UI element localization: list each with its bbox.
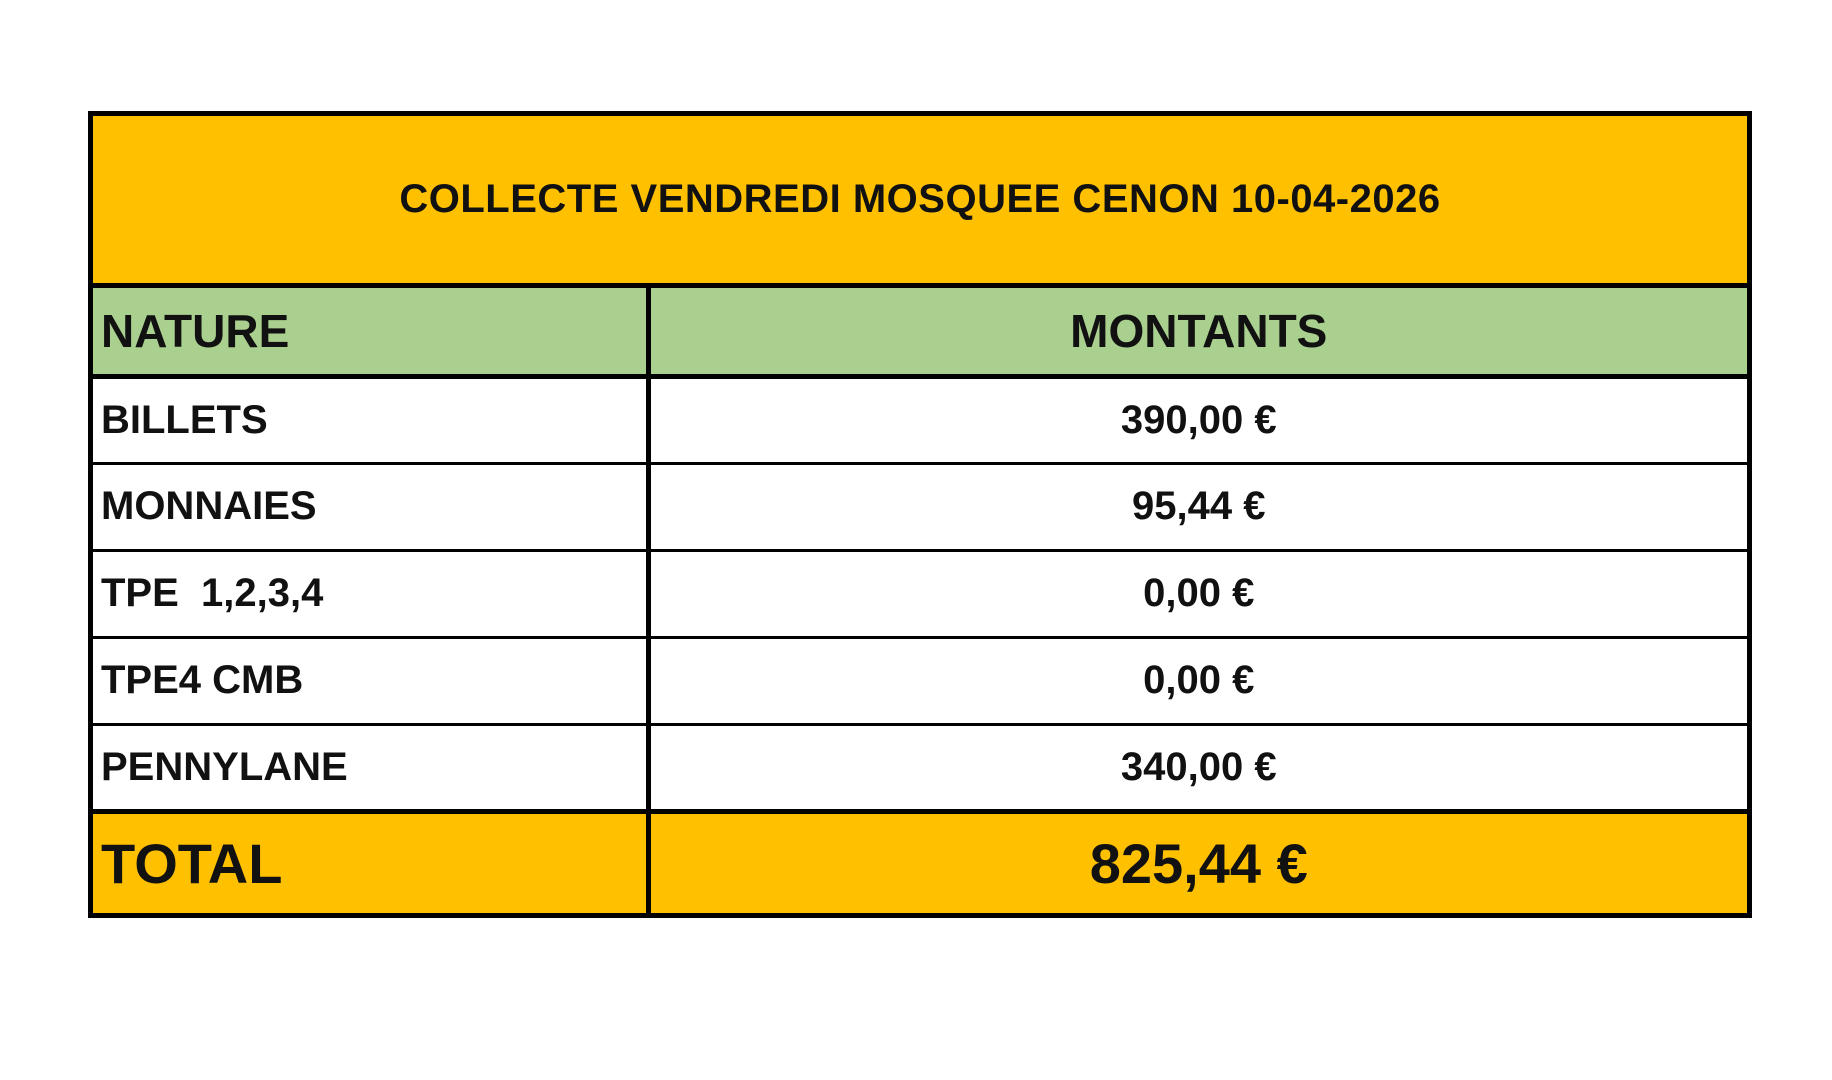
header-montants: MONTANTS: [648, 288, 1747, 376]
row-nature: TPE 1,2,3,4: [93, 550, 648, 637]
table-row: [93, 637, 1747, 724]
title-row: [93, 116, 1747, 288]
row-montant: 390,00 €: [648, 376, 1747, 463]
total-row: [93, 811, 1747, 913]
header-nature: NATURE: [93, 288, 648, 376]
table-row: [93, 376, 1747, 463]
row-nature: MONNAIES: [93, 463, 648, 550]
row-montant: 0,00 €: [648, 550, 1747, 637]
row-montant: 95,44 €: [648, 463, 1747, 550]
table-row: [93, 724, 1747, 811]
table-row: [93, 463, 1747, 550]
header-row: [93, 288, 1747, 376]
amounts-table: [93, 288, 1747, 913]
table-title: COLLECTE VENDREDI MOSQUEE CENON 10-04-2026: [399, 177, 1441, 221]
row-montant: 0,00 €: [648, 637, 1747, 724]
table-row: [93, 550, 1747, 637]
collection-table: [88, 111, 1752, 918]
row-nature: TPE4 CMB: [93, 637, 648, 724]
row-montant: 340,00 €: [648, 724, 1747, 811]
total-amount: 825,44 €: [648, 811, 1747, 913]
row-nature: BILLETS: [93, 376, 648, 463]
total-label: TOTAL: [93, 811, 648, 913]
row-nature: PENNYLANE: [93, 724, 648, 811]
